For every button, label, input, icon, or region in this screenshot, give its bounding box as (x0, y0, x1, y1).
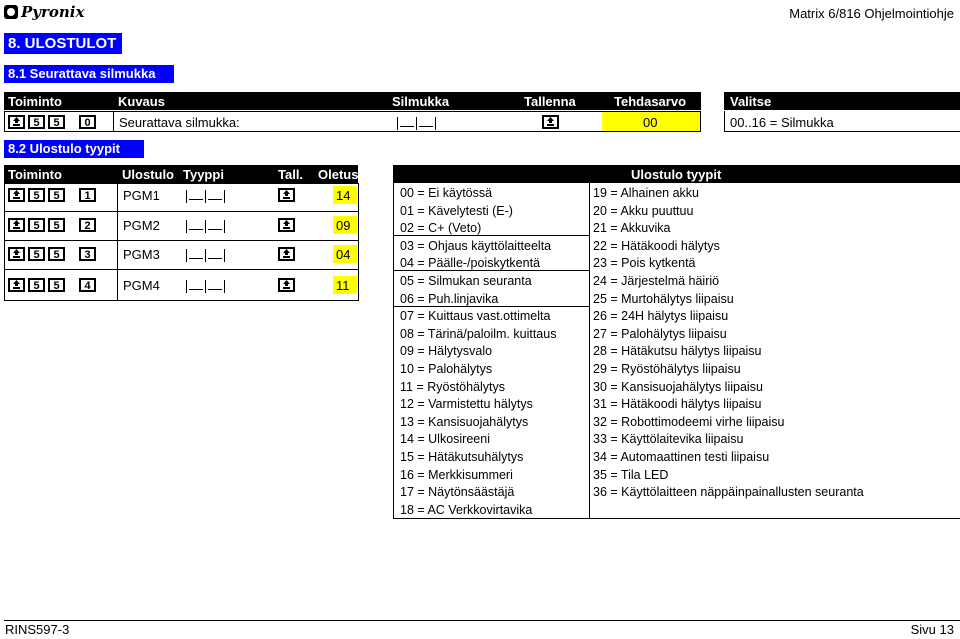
output-type-item: 04 = Päälle-/poiskytkentä (400, 256, 541, 271)
output-type-item: 22 = Hätäkoodi hälytys (593, 238, 720, 253)
output-type-item: 33 = Käyttölaitevika liipaisu (593, 432, 744, 447)
output-type-item: 32 = Robottimodeemi virhe liipaisu (593, 414, 785, 429)
key-5: 5 (28, 115, 45, 129)
save-key-icon (278, 278, 295, 292)
silmukka-entry-field[interactable] (397, 114, 436, 128)
output-type-item: 36 = Käyttölaitteen näppäinpainallusten seuranta (593, 485, 864, 500)
type-entry-field[interactable] (186, 246, 225, 262)
default-value: 09 (336, 218, 351, 233)
output-name: PGM3 (123, 247, 160, 262)
type-entry-field[interactable] (186, 277, 225, 293)
valitse-text: 00..16 = Silmukka (730, 115, 834, 130)
output-type-item: 14 = Ulkosireeni (400, 432, 490, 447)
types-header-label: Ulostulo tyypit (631, 167, 722, 182)
t1-col-kuvaus: Kuvaus (118, 94, 165, 109)
output-type-item: 00 = Ei käytössä (400, 186, 493, 200)
output-type-item: 28 = Hätäkutsu hälytys liipaisu (593, 344, 762, 359)
output-type-item: 35 = Tila LED (593, 467, 669, 482)
section-title: 8. ULOSTULOT (8, 35, 117, 52)
output-type-item: 13 = Kansisuojahälytys (400, 414, 529, 429)
default-value: 14 (336, 188, 351, 203)
t2-col-tyyppi: Tyyppi (183, 167, 224, 182)
key-4: 4 (79, 278, 96, 292)
key-5: 5 (48, 188, 65, 202)
t1-col-tallenna: Tallenna (524, 94, 576, 109)
t1-col-valitse: Valitse (730, 94, 772, 109)
output-type-item: 06 = Puh.linjavika (400, 291, 499, 306)
type-entry-field[interactable] (186, 217, 225, 233)
output-name: PGM4 (123, 278, 160, 293)
pyronix-logo (4, 3, 84, 20)
output-type-item: 09 = Hälytysvalo (400, 344, 493, 359)
save-key-icon (278, 188, 295, 202)
t2-col-ulostulo: Ulostulo (122, 167, 174, 182)
key-5: 5 (48, 218, 65, 232)
star-key-icon (8, 115, 25, 129)
output-type-item: 10 = Palohälytys (400, 362, 493, 376)
output-type-item: 02 = C+ (Veto) (400, 221, 482, 236)
t1-col-tehdasarvo: Tehdasarvo (614, 94, 687, 109)
save-key-icon (278, 247, 295, 261)
subsection-title-2: 8.2 Ulostulo tyypit (8, 141, 120, 156)
key-5: 5 (48, 247, 65, 261)
star-key-icon (8, 188, 25, 202)
key-3: 3 (79, 247, 96, 261)
star-key-icon (8, 278, 25, 292)
output-type-item: 01 = Kävelytesti (E-) (400, 203, 513, 218)
document-title: Matrix 6/816 Ohjelmointiohje (789, 6, 954, 21)
output-type-item: 23 = Pois kytkentä (593, 256, 696, 271)
output-type-item: 16 = Merkkisummeri (400, 467, 513, 482)
output-name: PGM1 (123, 188, 160, 203)
output-type-item: 17 = Näytönsäästäjä (400, 485, 515, 500)
t2-col-toiminto: Toiminto (8, 167, 62, 182)
tehdasarvo-value: 00 (643, 115, 658, 130)
logo-text: Pyronix (21, 2, 85, 21)
output-type-item: 27 = Palohälytys liipaisu (593, 326, 727, 341)
save-key-icon (278, 218, 295, 232)
type-entry-field[interactable] (186, 187, 225, 203)
default-value: 11 (336, 278, 350, 293)
key-5: 5 (28, 218, 45, 232)
output-type-item: 31 = Hätäkoodi hälytys liipaisu (593, 397, 762, 412)
output-type-item: 34 = Automaattinen testi liipaisu (593, 450, 770, 464)
footer-doc-code: RINS597-3 (5, 622, 70, 637)
output-type-item: 30 = Kansisuojahälytys liipaisu (593, 379, 763, 394)
key-5: 5 (48, 278, 65, 292)
subsection-title-bar-2 (4, 140, 144, 158)
footer-page-number: Sivu 13 (910, 622, 954, 637)
table1-row (4, 111, 701, 132)
key-5: 5 (28, 188, 45, 202)
key-5: 5 (28, 247, 45, 261)
t2-col-oletus: Oletus (318, 167, 359, 182)
output-type-item: 18 = AC Verkkovirtavika (400, 502, 533, 517)
output-type-item: 24 = Järjestelmä häiriö (593, 274, 720, 288)
section-title-bar (4, 33, 122, 54)
star-key-icon (8, 247, 25, 261)
kuvaus-text: Seurattava silmukka: (119, 115, 240, 130)
output-type-item: 12 = Varmistettu hälytys (400, 397, 533, 412)
output-type-item: 05 = Silmukan seuranta (400, 274, 532, 288)
output-type-item: 25 = Murtohälytys liipaisu (593, 291, 734, 306)
key-5: 5 (28, 278, 45, 292)
t1-col-silmukka: Silmukka (392, 94, 450, 109)
output-type-item: 15 = Hätäkutsuhälytys (400, 450, 524, 464)
default-value: 04 (336, 247, 351, 262)
table1-header (4, 92, 701, 110)
output-type-item: 03 = Ohjaus käyttölaitteelta (400, 238, 552, 253)
output-type-item: 20 = Akku puuttuu (593, 203, 694, 218)
output-type-item: 29 = Ryöstöhälytys liipaisu (593, 362, 741, 376)
save-key-icon (542, 115, 559, 129)
t1-col-toiminto: Toiminto (8, 94, 62, 109)
t2-col-tall: Tall. (278, 167, 304, 182)
output-name: PGM2 (123, 218, 160, 233)
key-1: 1 (79, 188, 96, 202)
output-type-item: 08 = Tärinä/paloilm. kuittaus (400, 326, 557, 341)
output-type-item: 19 = Alhainen akku (593, 186, 699, 200)
key-0: 0 (79, 115, 96, 129)
star-key-icon (8, 218, 25, 232)
output-type-item: 07 = Kuittaus vast.ottimelta (400, 309, 551, 324)
output-type-item: 21 = Akkuvika (593, 221, 671, 236)
subsection-title-bar-1 (4, 65, 174, 83)
key-2: 2 (79, 218, 96, 232)
subsection-title-1: 8.1 Seurattava silmukka (8, 66, 156, 81)
key-5: 5 (48, 115, 65, 129)
output-type-item: 11 = Ryöstöhälytys (400, 379, 506, 394)
output-type-item: 26 = 24H hälytys liipaisu (593, 309, 729, 324)
logo-mark-icon (4, 5, 18, 19)
